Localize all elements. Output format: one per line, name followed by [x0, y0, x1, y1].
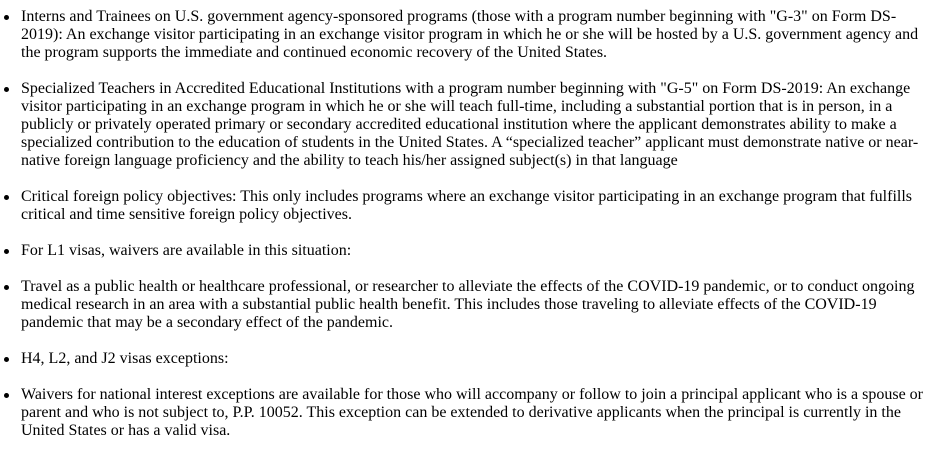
list-item — [0, 80, 936, 170]
list-item-text: H4, L2, and J2 visas exceptions: — [21, 350, 229, 367]
bullet-dot-icon — [4, 195, 9, 200]
list-item — [0, 8, 936, 62]
list-item-text: Waivers for national interest exceptions are available for those who will accompany or follow to join a principal applicant who is a spouse or parent and who is not subject to, P.P. 10052. This exception can be extended to derivative applicants when the principal is currently in the United States or has a valid visa. — [21, 386, 923, 439]
list-item — [0, 386, 936, 440]
list-item — [0, 242, 936, 260]
bullet-dot-icon — [4, 393, 9, 398]
list-item — [0, 350, 936, 368]
bullet-dot-icon — [4, 15, 9, 20]
bullet-dot-icon — [4, 87, 9, 92]
bullet-dot-icon — [4, 357, 9, 362]
list-item-text: For L1 visas, waivers are available in this situation: — [21, 242, 352, 259]
bullet-dot-icon — [4, 249, 9, 254]
list-item-text: Specialized Teachers in Accredited Educational Institutions with a program number beginning with "G-5" on Form DS-2019: An exchange visitor participating in an exchange program in which he or she will teach full-time, including a substantial portion that is in person, in a publicly or privately operated primary or secondary accredited educational institution where the applicant demonstrates ability to make a specialized contribution to the education of students in the United States. A “specialized teacher” applicant must demonstrate native or near-native foreign language proficiency and the ability to teach his/her assigned subject(s) in that language — [21, 80, 919, 169]
exception-bullet-list — [0, 8, 936, 440]
list-item — [0, 278, 936, 332]
list-item — [0, 188, 936, 224]
list-item-text: Travel as a public health or healthcare professional, or researcher to alleviate the effects of the COVID-19 pandemic, or to conduct ongoing medical research in an area with a substantial public health benefit. This includes those traveling to alleviate effects of the COVID-19 pandemic that may be a secondary effect of the pandemic. — [21, 278, 915, 331]
list-item-text: Interns and Trainees on U.S. government agency-sponsored programs (those with a program number beginning with "G-3" on Form DS-2019): An exchange visitor participating in an exchange visitor program in which he or she will be hosted by a U.S. government agency and the program supports the immediate and continued economic recovery of the United States. — [21, 8, 919, 61]
list-item-text: Critical foreign policy objectives: This only includes programs where an exchange visitor participating in an exchange program that fulfills critical and time sensitive foreign policy objectives. — [21, 188, 912, 223]
bullet-dot-icon — [4, 285, 9, 290]
